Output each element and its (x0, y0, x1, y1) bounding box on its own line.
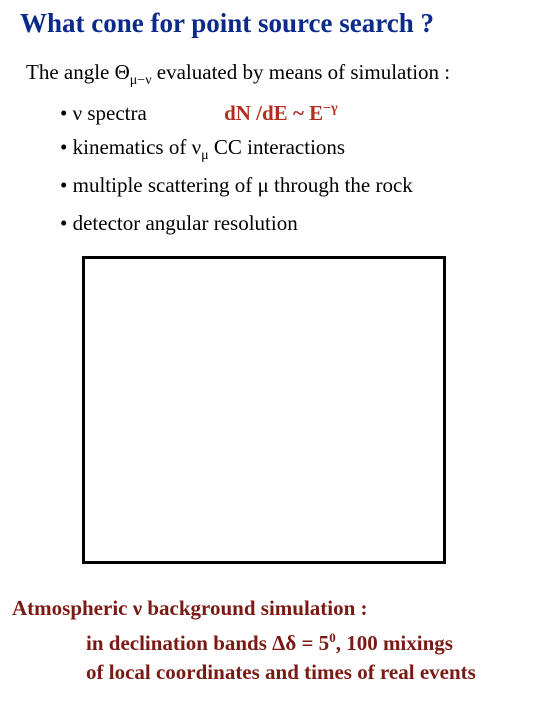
bullet-dot: • (60, 101, 68, 125)
footer-line-2 (12, 623, 476, 658)
bullet-item-spectra (60, 96, 413, 134)
intro-line (26, 60, 450, 89)
bullet-dot: • (60, 173, 68, 197)
bullet-list (60, 96, 413, 248)
bullet-text-before: kinematics of ν (72, 135, 202, 159)
intro-subscript: μ−ν (129, 73, 152, 89)
bullet-text: ν spectra (72, 101, 147, 125)
formula-base: dN /dE ~ E (224, 101, 324, 125)
spectrum-formula (224, 96, 338, 126)
bullet-text-after: CC interactions (208, 135, 346, 159)
bullet-item-kinematics (60, 134, 413, 172)
bullet-text: detector angular resolution (72, 211, 298, 235)
footer-line-3: of local coordinates and times of real events (86, 660, 476, 684)
formula-exponent: −γ (323, 101, 338, 116)
intro-suffix: evaluated by means of simulation : (151, 60, 451, 84)
slide-title: What cone for point source search ? (20, 8, 434, 38)
empty-figure-frame (82, 256, 446, 564)
footer-line-1: Atmospheric ν background simulation : (12, 596, 368, 620)
bullet-text: multiple scattering of μ through the rock (72, 173, 413, 197)
footer-line-2-sup: 0 (329, 630, 336, 645)
bullet-item-scattering (60, 172, 413, 210)
bullet-dot: • (60, 135, 68, 159)
footer-line-2-before: in declination bands Δδ = 5 (86, 631, 330, 655)
bullet-dot: • (60, 211, 68, 235)
footer-line-2-after: , 100 mixings (335, 631, 453, 655)
intro-prefix: The angle Θ (26, 60, 130, 84)
footer-note (12, 594, 476, 687)
bullet-item-resolution (60, 210, 413, 248)
bullet-subscript: μ (201, 148, 209, 164)
